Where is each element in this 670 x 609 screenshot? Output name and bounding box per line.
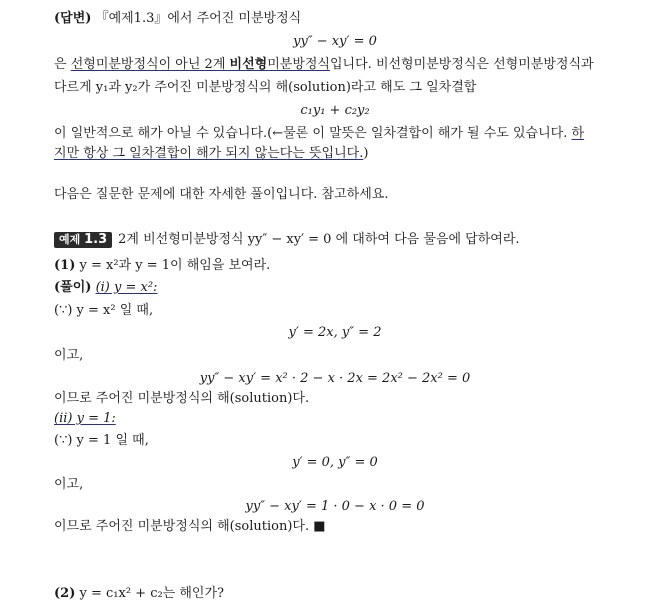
then-line-1: 이고, xyxy=(54,348,84,363)
answer-note: 다음은 질문한 문제에 대한 자세한 풀이입니다. 참고하세요. xyxy=(54,187,389,202)
underlined-text: 하 xyxy=(571,126,585,141)
answer-intro-line xyxy=(54,10,626,28)
text-segment: 은 xyxy=(54,57,71,72)
example-statement-line xyxy=(54,231,626,249)
solution-i-heading xyxy=(54,279,626,297)
text-segment: ) xyxy=(363,146,369,161)
badge-number: 1.3 xyxy=(84,232,108,247)
then-line-2: 이고, xyxy=(54,477,84,492)
question-2 xyxy=(54,585,626,603)
example-badge xyxy=(54,232,112,248)
because-line-1: (∵) y = x² 일 때, xyxy=(54,303,154,318)
answer-paragraph-line-2: 다르게 y₁과 y₂가 주어진 미분방정식의 해(solution)라고 해도 그 일차결합 xyxy=(54,80,477,95)
underlined-text: 미분방정식 xyxy=(267,57,330,72)
equation-substitution-2: yy″ − xy′ = 1 · 0 − x · 0 = 0 xyxy=(245,499,425,514)
question-1 xyxy=(54,257,626,275)
bold-underlined-text: 비선형 xyxy=(229,57,268,72)
equation-linear-combination: c₁y₁ + c₂y₂ xyxy=(300,103,370,118)
equation-derivatives-1: y′ = 2x, y″ = 2 xyxy=(288,325,382,340)
question-text: y = x²과 y = 1이 해임을 보여라. xyxy=(79,258,271,273)
answer-paragraph-line-4 xyxy=(54,145,626,163)
equation-substitution-1: yy″ − xy′ = x² · 2 − x · 2x = 2x² − 2x² = 0 xyxy=(199,371,471,386)
solution-ii-heading xyxy=(54,410,626,428)
answer-intro: 『예제1.3』에서 주어진 미분방정식 xyxy=(95,11,302,26)
solution-case-ii: (ii) y = 1: xyxy=(54,411,116,426)
question-text: y = c₁x² + c₂는 해인가? xyxy=(79,586,225,601)
equation-derivatives-2: y′ = 0, y″ = 0 xyxy=(292,455,378,470)
conclusion-line-2: 이므로 주어진 미분방정식의 해(solution)다. ■ xyxy=(54,519,326,534)
answer-paragraph-line-3 xyxy=(54,125,626,143)
text-segment: 이 일반적으로 해가 아닐 수 있습니다.(←물론 이 말뜻은 일차결합이 해가 될 수도 있습니다. xyxy=(54,126,572,141)
because-line-2: (∵) y = 1 일 때, xyxy=(54,433,149,448)
answer-paragraph-line-1 xyxy=(54,56,626,74)
text-segment: 입니다. 비선형미분방정식은 선형미분방정식과 xyxy=(330,57,594,72)
question-number: (1) xyxy=(54,258,76,273)
solution-case-i: (i) y = x²: xyxy=(95,280,158,295)
question-number: (2) xyxy=(54,586,76,601)
underlined-text: 지만 항상 그 일차결합이 해가 되지 않는다는 뜻입니다. xyxy=(54,146,364,161)
conclusion-line-1: 이므로 주어진 미분방정식의 해(solution)다. xyxy=(54,391,310,406)
badge-label: 예제 xyxy=(59,233,81,246)
underlined-text: 선형미분방정식이 아닌 2계 xyxy=(70,57,230,72)
answer-label: (답변) xyxy=(54,11,92,26)
solution-label: (풀이) xyxy=(54,280,92,295)
equation-main: yy″ − xy′ = 0 xyxy=(293,34,377,49)
example-statement: 2계 비선형미분방정식 yy″ − xy′ = 0 에 대하여 다음 물음에 답하여라. xyxy=(118,232,520,247)
